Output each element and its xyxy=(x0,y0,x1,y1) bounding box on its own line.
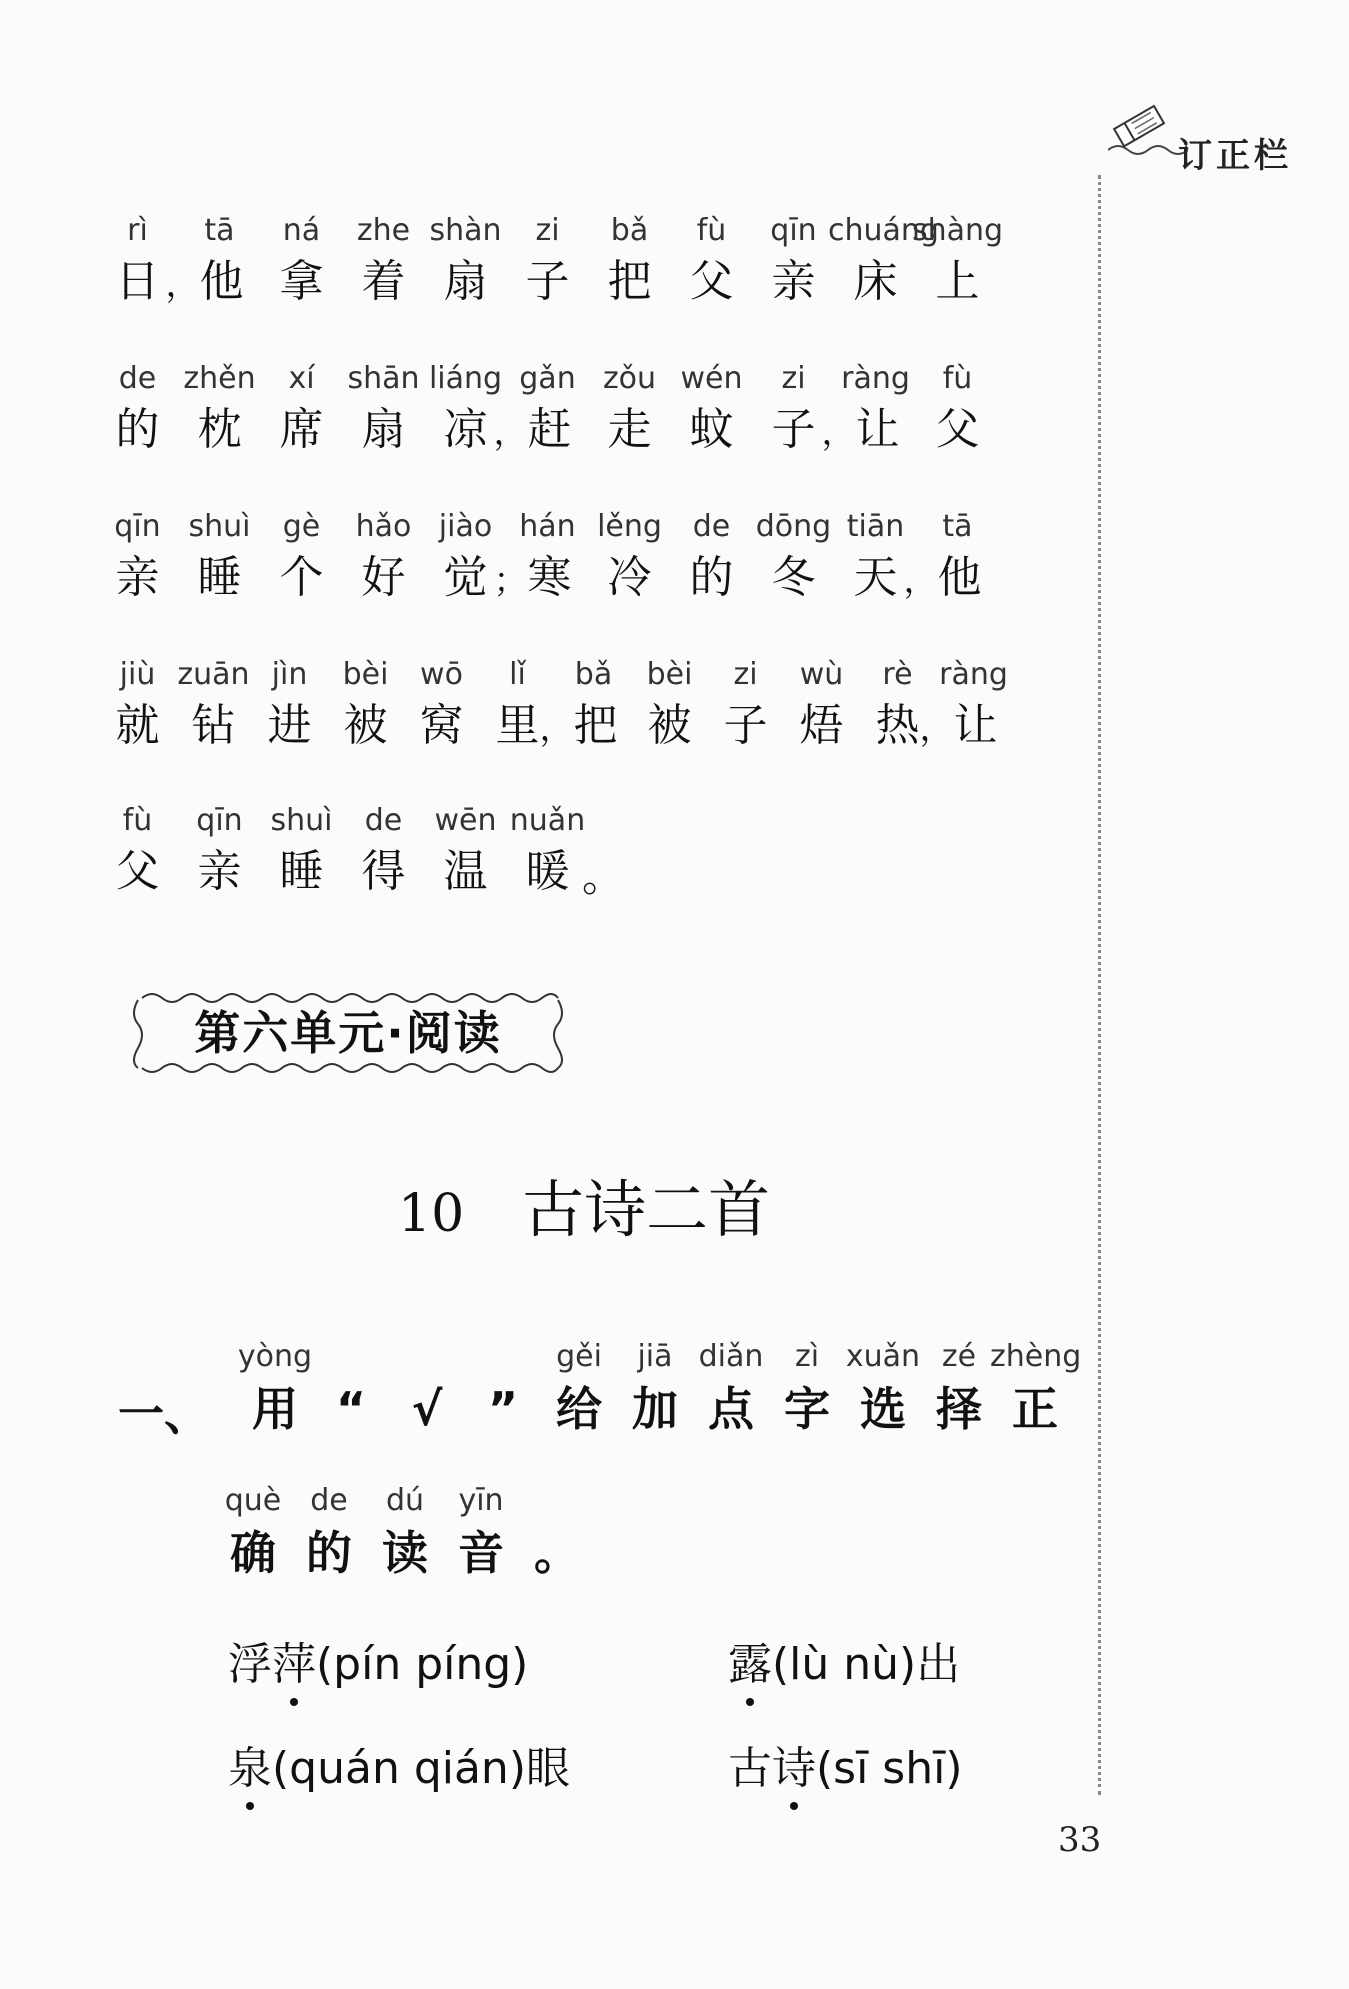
pinyin-text: zhe xyxy=(356,213,411,248)
pinyin-text: gè xyxy=(282,509,321,544)
hanzi-char: 亲 xyxy=(115,552,160,603)
choice-item-4[interactable] xyxy=(728,1732,963,1796)
question-row-1 xyxy=(230,1336,1090,1456)
unit-banner xyxy=(128,990,568,1076)
hanzi-char: 亲 xyxy=(197,846,242,897)
pinyin-text: shàng xyxy=(911,213,1004,248)
hanzi-char: 让 xyxy=(953,700,998,751)
pinyin-text: de xyxy=(364,803,403,838)
choice-options: (lù nù) xyxy=(772,1639,917,1690)
hanzi-char: 父 xyxy=(689,256,734,307)
hanzi-char: 父 xyxy=(935,404,980,455)
choice-options: (pín píng) xyxy=(316,1639,529,1690)
hanzi-text xyxy=(336,842,431,902)
hanzi-char: 扇 xyxy=(443,256,488,307)
pinyin-text: què xyxy=(224,1483,282,1518)
pinyin-text: xuǎn xyxy=(845,1339,921,1374)
hanzi-char: 让 xyxy=(855,404,900,455)
hanzi-text: ” xyxy=(487,1382,519,1436)
pinyin-text: bǎ xyxy=(610,213,649,248)
page-number: 33 xyxy=(1058,1820,1102,1860)
pinyin-cell xyxy=(582,358,677,460)
hanzi-char: 进 xyxy=(267,700,312,751)
hanzi-text xyxy=(254,842,349,902)
hanzi-text xyxy=(919,696,1021,756)
wave-decoration-icon xyxy=(1108,138,1188,158)
choice-options: (sī shī) xyxy=(816,1743,963,1794)
hanzi-char: 日 xyxy=(115,256,160,307)
hanzi-char: 寒 xyxy=(527,552,572,603)
choice-pre: 浮 xyxy=(228,1639,272,1690)
hanzi-char: 他 xyxy=(199,256,244,307)
pinyin-text: zǒu xyxy=(602,361,657,396)
hanzi-char: 亲 xyxy=(771,256,816,307)
pinyin-cell xyxy=(493,358,595,460)
hanzi-text xyxy=(418,842,513,902)
pinyin-text: wēn xyxy=(434,803,497,838)
pinyin-text: tā xyxy=(942,509,973,544)
question-cell xyxy=(512,1480,602,1584)
hanzi-text xyxy=(746,548,841,608)
hanzi-char: 上 xyxy=(935,256,980,307)
pinyin-text: gěi xyxy=(556,1339,602,1374)
pinyin-text: de xyxy=(118,361,157,396)
pinyin-cell xyxy=(165,210,267,312)
pinyin-text: jiā xyxy=(637,1339,673,1374)
pinyin-cell xyxy=(336,506,431,608)
hanzi-text: 确 xyxy=(230,1526,276,1580)
hanzi-char: 扇 xyxy=(361,404,406,455)
pinyin-text: zì xyxy=(794,1339,820,1374)
pinyin-text: dōng xyxy=(755,509,832,544)
pinyin-text: bǎ xyxy=(574,657,613,692)
hanzi-text xyxy=(336,548,431,608)
correction-divider xyxy=(1098,175,1101,1795)
pinyin-cell xyxy=(90,358,185,460)
hanzi-text: 的 xyxy=(306,1526,352,1580)
hanzi-char: 个 xyxy=(279,552,324,603)
hanzi-text xyxy=(582,400,677,460)
hanzi-char: 的 xyxy=(689,552,734,603)
pinyin-text: tiān xyxy=(846,509,905,544)
pinyin-text: tā xyxy=(204,213,235,248)
hanzi-char: 的 xyxy=(115,404,160,455)
hanzi-char: 就 xyxy=(115,700,160,751)
hanzi-char: 觉 xyxy=(443,552,488,603)
choice-pre: 古 xyxy=(728,1743,772,1794)
hanzi-char: 得 xyxy=(361,846,406,897)
pinyin-text: zuān xyxy=(177,657,250,692)
pinyin-cell xyxy=(910,358,1005,460)
dotted-char: 诗 xyxy=(772,1732,816,1796)
hanzi-char: 父 xyxy=(115,846,160,897)
pinyin-cell xyxy=(582,506,677,608)
pinyin-text: zé xyxy=(941,1339,977,1374)
hanzi-char: 走 xyxy=(607,404,652,455)
hanzi-char: 他 xyxy=(937,552,982,603)
passage-row xyxy=(115,210,1098,330)
lesson-number: 10 xyxy=(398,1184,465,1244)
pinyin-cell xyxy=(336,210,431,312)
pinyin-text: fù xyxy=(122,803,153,838)
pinyin-cell xyxy=(254,506,349,608)
pinyin-cell xyxy=(919,654,1021,756)
hanzi-char: 子 xyxy=(771,404,816,455)
pinyin-text: qīn xyxy=(770,213,817,248)
pinyin-cell xyxy=(500,800,595,902)
choice-options: (quán qián) xyxy=(272,1743,526,1794)
pinyin-cell xyxy=(172,506,267,608)
punctuation: ， xyxy=(539,709,574,749)
choice-item-3[interactable] xyxy=(228,1732,570,1796)
punctuation: ， xyxy=(903,561,938,601)
hanzi-text xyxy=(172,842,267,902)
pinyin-text: gǎn xyxy=(519,361,576,396)
dotted-char: 露 xyxy=(728,1628,772,1692)
dotted-char: 泉 xyxy=(228,1732,272,1796)
pinyin-cell xyxy=(418,800,513,902)
hanzi-char: 睡 xyxy=(279,846,324,897)
pinyin-cell xyxy=(910,210,1005,312)
hanzi-text xyxy=(90,400,185,460)
question-row-2 xyxy=(208,1480,708,1600)
hanzi-char: 枕 xyxy=(197,404,242,455)
pinyin-text: yīn xyxy=(458,1483,504,1518)
hanzi-text: 。 xyxy=(534,1526,580,1580)
hanzi-text xyxy=(336,252,431,312)
hanzi-char: 好 xyxy=(361,552,406,603)
pinyin-cell xyxy=(903,506,1005,608)
dotted-char: 萍 xyxy=(272,1628,316,1692)
hanzi-char: 凉 xyxy=(443,404,488,455)
hanzi-char: 席 xyxy=(279,404,324,455)
hanzi-char: 床 xyxy=(853,256,898,307)
pinyin-text: zi xyxy=(733,657,758,692)
hanzi-text xyxy=(336,400,431,460)
hanzi-char: 子 xyxy=(723,700,768,751)
hanzi-text xyxy=(90,842,185,902)
pinyin-text xyxy=(512,1480,602,1522)
pinyin-cell xyxy=(500,210,595,312)
passage-row xyxy=(115,800,1098,920)
pinyin-text: dú xyxy=(385,1483,425,1518)
pinyin-cell xyxy=(664,358,759,460)
pinyin-text: de xyxy=(692,509,731,544)
choice-post: 眼 xyxy=(526,1743,570,1794)
punctuation: ， xyxy=(919,709,954,749)
pinyin-cell xyxy=(254,210,349,312)
hanzi-char: 热 xyxy=(875,700,920,751)
pinyin-text: qīn xyxy=(196,803,243,838)
pinyin-text: qīn xyxy=(114,509,161,544)
hanzi-text xyxy=(172,548,267,608)
punctuation: ， xyxy=(165,265,200,305)
hanzi-text xyxy=(172,400,267,460)
pinyin-text: zi xyxy=(535,213,560,248)
pinyin-cell xyxy=(254,358,349,460)
pinyin-text: chuáng xyxy=(828,213,939,248)
hanzi-text: 点 xyxy=(708,1382,754,1436)
hanzi-text xyxy=(254,252,349,312)
hanzi-text xyxy=(165,252,267,312)
pinyin-cell xyxy=(336,800,431,902)
pinyin-text: shān xyxy=(347,361,420,396)
pinyin-text: ná xyxy=(282,213,321,248)
hanzi-text xyxy=(493,400,595,460)
hanzi-text: 给 xyxy=(556,1382,602,1436)
hanzi-text xyxy=(664,252,759,312)
hanzi-text xyxy=(582,548,677,608)
hanzi-char: 钻 xyxy=(191,700,236,751)
hanzi-text xyxy=(500,842,595,902)
pinyin-text: zhèng xyxy=(990,1339,1082,1374)
choice-post: 出 xyxy=(916,1639,961,1690)
hanzi-char: 拿 xyxy=(279,256,324,307)
pinyin-cell xyxy=(746,506,841,608)
hanzi-char: 把 xyxy=(573,700,618,751)
hanzi-char: 赶 xyxy=(527,404,572,455)
pinyin-cell xyxy=(664,506,759,608)
pinyin-text: shuì xyxy=(188,509,251,544)
hanzi-text: 择 xyxy=(936,1382,982,1436)
hanzi-text: 选 xyxy=(860,1382,906,1436)
hanzi-char: 温 xyxy=(443,846,488,897)
passage-row xyxy=(114,506,1098,626)
hanzi-text: 加 xyxy=(632,1382,678,1436)
hanzi-text xyxy=(90,548,185,608)
pinyin-text: fù xyxy=(942,361,973,396)
hanzi-char: 被 xyxy=(343,700,388,751)
pinyin-cell xyxy=(582,210,677,312)
hanzi-char: 冬 xyxy=(771,552,816,603)
punctuation: ； xyxy=(493,561,528,601)
pinyin-text: nuǎn xyxy=(509,803,586,838)
pinyin-text: hán xyxy=(519,509,576,544)
hanzi-text xyxy=(582,252,677,312)
hanzi-text: √ xyxy=(411,1382,443,1436)
hanzi-text: 字 xyxy=(784,1382,830,1436)
question-number: 一、 xyxy=(118,1387,210,1441)
passage-row xyxy=(115,358,1098,478)
pinyin-text: zhěn xyxy=(183,361,256,396)
hanzi-char: 把 xyxy=(607,256,652,307)
pinyin-cell xyxy=(828,210,939,312)
hanzi-char: 暖 xyxy=(525,846,570,897)
hanzi-text xyxy=(664,400,759,460)
unit-banner-text: 第六单元·阅读 xyxy=(194,1006,502,1060)
punctuation: ， xyxy=(821,413,856,453)
hanzi-char: 天 xyxy=(853,552,898,603)
hanzi-char: 里 xyxy=(495,700,540,751)
hanzi-char: 睡 xyxy=(197,552,242,603)
hanzi-text xyxy=(500,252,595,312)
hanzi-text xyxy=(910,400,1005,460)
hanzi-text: 用 xyxy=(252,1382,298,1436)
pinyin-text: wù xyxy=(799,657,844,692)
pinyin-text: ràng xyxy=(841,361,910,396)
period-mark: 。 xyxy=(582,852,625,901)
hanzi-text xyxy=(903,548,1005,608)
hanzi-char: 子 xyxy=(525,256,570,307)
pinyin-text: wō xyxy=(420,657,463,692)
passage-row xyxy=(115,654,1098,774)
hanzi-text: 正 xyxy=(1012,1382,1058,1436)
pinyin-text: liáng xyxy=(428,361,503,396)
hanzi-text xyxy=(664,548,759,608)
pinyin-text: bèi xyxy=(342,657,389,692)
hanzi-char: 焐 xyxy=(799,700,844,751)
pinyin-cell xyxy=(172,800,267,902)
correction-column-label: 订正栏 xyxy=(1178,136,1292,176)
pinyin-text: de xyxy=(310,1483,348,1518)
pinyin-cell xyxy=(336,358,431,460)
pinyin-cell xyxy=(172,358,267,460)
pinyin-cell xyxy=(90,800,185,902)
pinyin-text: bèi xyxy=(646,657,693,692)
punctuation: ， xyxy=(493,413,528,453)
hanzi-text: “ xyxy=(335,1382,367,1436)
question-cell xyxy=(990,1336,1080,1440)
hanzi-char: 着 xyxy=(361,256,406,307)
choice-item-1[interactable] xyxy=(228,1628,528,1692)
pinyin-cell xyxy=(90,506,185,608)
pinyin-text: shàn xyxy=(429,213,502,248)
hanzi-text xyxy=(493,548,595,608)
pinyin-cell xyxy=(418,210,513,312)
pinyin-text: lěng xyxy=(597,509,662,544)
hanzi-char: 被 xyxy=(647,700,692,751)
lesson-title xyxy=(398,1160,898,1250)
pinyin-text: hǎo xyxy=(355,509,412,544)
pinyin-text: diǎn xyxy=(698,1339,764,1374)
hanzi-text xyxy=(418,252,513,312)
pinyin-text: lǐ xyxy=(509,657,526,692)
hanzi-text xyxy=(821,400,923,460)
hanzi-char: 冷 xyxy=(607,552,652,603)
pinyin-text: zi xyxy=(781,361,806,396)
pinyin-text: rè xyxy=(882,657,913,692)
pinyin-text: xí xyxy=(288,361,315,396)
pinyin-text: jìn xyxy=(271,657,308,692)
pinyin-text: wén xyxy=(680,361,743,396)
pinyin-cell xyxy=(821,358,923,460)
pinyin-text: yòng xyxy=(237,1339,313,1374)
pinyin-text: fù xyxy=(696,213,727,248)
pinyin-text: jiù xyxy=(119,657,156,692)
choice-item-2[interactable] xyxy=(728,1628,960,1692)
pinyin-text: rì xyxy=(127,213,148,248)
hanzi-text xyxy=(254,548,349,608)
hanzi-text xyxy=(746,252,841,312)
pinyin-text: ràng xyxy=(939,657,1008,692)
hanzi-char: 窝 xyxy=(419,700,464,751)
pinyin-cell xyxy=(664,210,759,312)
pinyin-cell xyxy=(746,210,841,312)
lesson-title-text: 古诗二首 xyxy=(522,1173,771,1246)
pinyin-text: jiào xyxy=(438,509,493,544)
hanzi-text xyxy=(828,252,923,312)
pinyin-text: shuì xyxy=(270,803,333,838)
pinyin-cell xyxy=(493,506,595,608)
hanzi-text: 音 xyxy=(458,1526,504,1580)
pinyin-cell xyxy=(254,800,349,902)
hanzi-text: 读 xyxy=(382,1526,428,1580)
hanzi-text xyxy=(254,400,349,460)
hanzi-text xyxy=(910,252,1005,312)
hanzi-char: 蚊 xyxy=(689,404,734,455)
